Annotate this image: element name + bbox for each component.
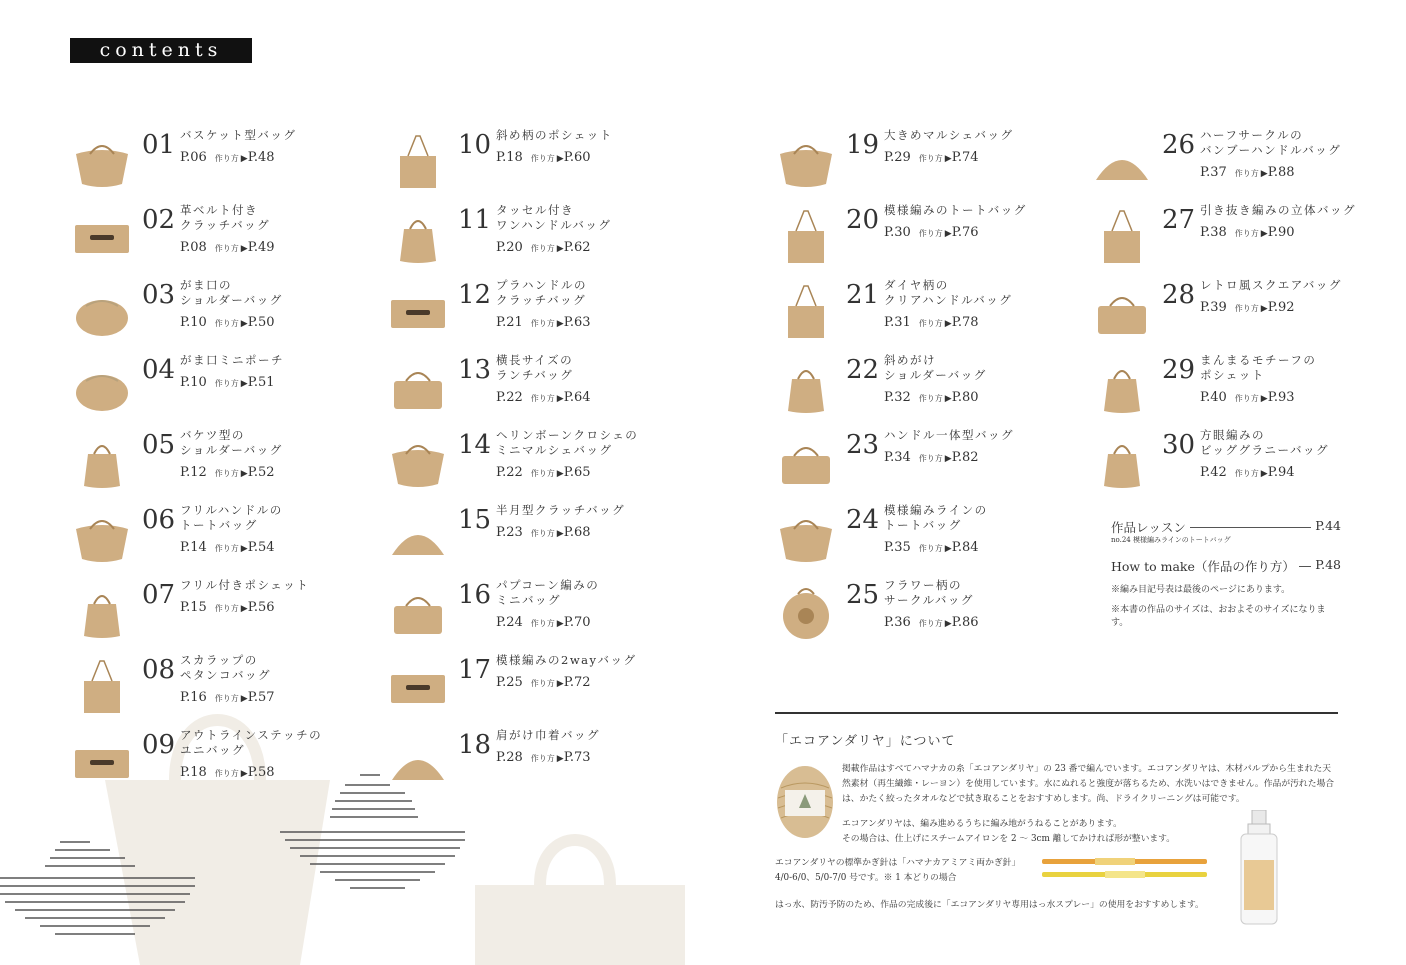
howto-page: P.92 bbox=[1267, 300, 1295, 315]
arrow-right-icon: ▶ bbox=[1260, 229, 1268, 239]
item-name: プラハンドルの クラッチバッグ bbox=[496, 278, 587, 307]
howto-page: P.93 bbox=[1267, 390, 1295, 405]
item-page: P.10 bbox=[180, 315, 207, 330]
item-pages bbox=[496, 315, 591, 330]
item-pages bbox=[884, 150, 979, 165]
arrow-right-icon: ▶ bbox=[240, 244, 248, 254]
note-sizes: ※本書の作品のサイズは、おおよそのサイズになります。 bbox=[1111, 605, 1326, 628]
bag-thumbnail bbox=[1092, 359, 1152, 415]
item-page: P.10 bbox=[180, 375, 207, 390]
item-page: P.30 bbox=[884, 225, 911, 240]
item-pages bbox=[496, 675, 591, 690]
arrow-right-icon: ▶ bbox=[240, 319, 248, 329]
arrow-right-icon: ▶ bbox=[1260, 394, 1268, 404]
item-name: スカラップの ペタンコバッグ bbox=[180, 653, 271, 682]
item-pages bbox=[496, 390, 591, 405]
crochet-hook-image bbox=[1040, 855, 1210, 883]
eco-andaria-section bbox=[775, 712, 1338, 910]
howto-label: 作り方 bbox=[918, 229, 943, 238]
item-name: パプコーン編みの ミニバッグ bbox=[496, 578, 600, 607]
item-number: 26 bbox=[1162, 130, 1196, 160]
howto-row[interactable] bbox=[1111, 557, 1341, 575]
item-page: P.22 bbox=[496, 465, 523, 480]
eco-paragraph-3: エコアンダリヤの標準かぎ針は「ハマナカアミアミ両かぎ針」 4/0-6/0、5/0-7/0 号です。※ 1 本どりの場合 bbox=[775, 858, 1021, 883]
howto-page: P.90 bbox=[1267, 225, 1295, 240]
howto-page: P.58 bbox=[247, 765, 275, 780]
arrow-right-icon: ▶ bbox=[240, 604, 248, 614]
bag-thumbnail bbox=[388, 509, 448, 565]
howto-page: P.62 bbox=[563, 240, 591, 255]
contents-item-24[interactable] bbox=[776, 503, 1076, 573]
item-page: P.35 bbox=[884, 540, 911, 555]
arrow-right-icon: ▶ bbox=[556, 619, 564, 629]
howto-page: P.70 bbox=[563, 615, 591, 630]
item-number: 21 bbox=[846, 280, 880, 310]
howto-page: P.56 bbox=[247, 600, 275, 615]
section-divider bbox=[775, 712, 1338, 714]
contents-title: contents bbox=[70, 38, 252, 63]
item-pages bbox=[180, 150, 275, 165]
item-name: 大きめマルシェバッグ bbox=[884, 128, 1014, 142]
howto-page: P.48 bbox=[1311, 557, 1341, 572]
arrow-right-icon: ▶ bbox=[240, 379, 248, 389]
item-pages bbox=[180, 765, 275, 780]
item-number: 28 bbox=[1162, 280, 1196, 310]
item-pages bbox=[496, 615, 591, 630]
item-page: P.06 bbox=[180, 150, 207, 165]
bag-thumbnail bbox=[776, 134, 836, 190]
item-pages bbox=[180, 315, 275, 330]
item-number: 25 bbox=[846, 580, 880, 610]
side-notes bbox=[1111, 518, 1341, 628]
item-number: 11 bbox=[458, 205, 492, 235]
howto-page: P.49 bbox=[247, 240, 275, 255]
bag-thumbnail bbox=[1092, 434, 1152, 490]
item-name: 斜め柄のポシェット bbox=[496, 128, 613, 142]
item-number: 16 bbox=[458, 580, 492, 610]
item-number: 05 bbox=[142, 430, 176, 460]
item-number: 07 bbox=[142, 580, 176, 610]
bag-thumbnail bbox=[388, 734, 448, 790]
item-page: P.37 bbox=[1200, 165, 1227, 180]
item-page: P.12 bbox=[180, 465, 207, 480]
howto-page: P.86 bbox=[951, 615, 979, 630]
item-page: P.14 bbox=[180, 540, 207, 555]
item-number: 27 bbox=[1162, 205, 1196, 235]
item-page: P.39 bbox=[1200, 300, 1227, 315]
bag-thumbnail bbox=[72, 209, 132, 265]
howto-label: 作り方 bbox=[1234, 469, 1259, 478]
howto-label: 作り方 bbox=[214, 319, 239, 328]
item-pages bbox=[884, 540, 979, 555]
item-number: 01 bbox=[142, 130, 176, 160]
lesson-label: 作品レッスン bbox=[1111, 518, 1190, 536]
eco-paragraph-1: 掲載作品はすべてハマナカの糸「エコアンダリヤ」の 23 番で編んでいます。エコアンダリヤは、木材パルプから生まれた天然素材（再生繊維・レーヨン）を使用しています。水にぬれると強度が落ちるため、水洗いはできません。作品が汚れた場合は、かたく絞ったタオルなどで拭き取ることをおすすめします。尚、ドライクリーニングは可能です。 bbox=[842, 764, 1335, 804]
bag-thumbnail bbox=[1092, 209, 1152, 265]
item-pages bbox=[180, 240, 275, 255]
arrow-right-icon: ▶ bbox=[944, 544, 952, 554]
howto-page: P.94 bbox=[1267, 465, 1295, 480]
arrow-right-icon: ▶ bbox=[556, 754, 564, 764]
arrow-right-icon: ▶ bbox=[556, 244, 564, 254]
howto-page: P.72 bbox=[563, 675, 591, 690]
item-pages bbox=[884, 315, 979, 330]
item-name: がま口の ショルダーバッグ bbox=[180, 278, 283, 307]
item-pages bbox=[884, 390, 979, 405]
item-pages bbox=[884, 225, 979, 240]
item-number: 02 bbox=[142, 205, 176, 235]
howto-label: 作り方 bbox=[1234, 229, 1259, 238]
item-name: 引き抜き編みの立体バッグ bbox=[1200, 203, 1356, 217]
bag-thumbnail bbox=[1092, 284, 1152, 340]
item-pages bbox=[1200, 390, 1295, 405]
contents-item-14[interactable] bbox=[388, 428, 688, 498]
item-pages bbox=[180, 465, 275, 480]
item-name: フリル付きポシェット bbox=[180, 578, 310, 592]
item-page: P.21 bbox=[496, 315, 523, 330]
howto-page: P.51 bbox=[247, 375, 275, 390]
howto-label: 作り方 bbox=[214, 469, 239, 478]
howto-label: 作り方 bbox=[530, 154, 555, 163]
arrow-right-icon: ▶ bbox=[556, 679, 564, 689]
bag-thumbnail bbox=[72, 284, 132, 340]
item-pages bbox=[1200, 465, 1295, 480]
item-page: P.18 bbox=[496, 150, 523, 165]
item-name: フリルハンドルの トートバッグ bbox=[180, 503, 283, 532]
howto-label: 作り方 bbox=[214, 379, 239, 388]
item-number: 18 bbox=[458, 730, 492, 760]
item-name: 革ベルト付き クラッチバッグ bbox=[180, 203, 271, 232]
lesson-page: P.44 bbox=[1311, 518, 1341, 533]
howto-label: 作り方 bbox=[214, 154, 239, 163]
howto-page: P.54 bbox=[247, 540, 275, 555]
item-name: 模様編みラインの トートバッグ bbox=[884, 503, 988, 532]
lesson-sub: no.24 模様編みラインのトートバッグ bbox=[1111, 536, 1231, 544]
eco-heading: 「エコアンダリヤ」について bbox=[775, 734, 956, 749]
contents-item-28[interactable] bbox=[1092, 278, 1392, 348]
arrow-right-icon: ▶ bbox=[944, 394, 952, 404]
howto-label: 作り方 bbox=[214, 769, 239, 778]
item-name: 半月型クラッチバッグ bbox=[496, 503, 626, 517]
arrow-right-icon: ▶ bbox=[944, 229, 952, 239]
item-number: 24 bbox=[846, 505, 880, 535]
contents-item-07[interactable] bbox=[72, 578, 372, 648]
bag-thumbnail bbox=[72, 659, 132, 715]
bag-thumbnail bbox=[1092, 134, 1152, 190]
contents-item-11[interactable] bbox=[388, 203, 688, 273]
item-number: 14 bbox=[458, 430, 492, 460]
item-name: 模様編みのトートバッグ bbox=[884, 203, 1027, 217]
item-page: P.23 bbox=[496, 525, 523, 540]
eco-paragraph-4: はっ水、防汚予防のため、作品の完成後に「エコアンダリヤ専用はっ水スプレー」の使用をおすすめします。 bbox=[775, 900, 1204, 910]
item-number: 12 bbox=[458, 280, 492, 310]
howto-page: P.78 bbox=[951, 315, 979, 330]
item-name: 肩がけ巾着バッグ bbox=[496, 728, 600, 742]
item-number: 08 bbox=[142, 655, 176, 685]
howto-page: P.57 bbox=[247, 690, 275, 705]
contents-item-06[interactable] bbox=[72, 503, 372, 573]
contents-item-12[interactable] bbox=[388, 278, 688, 348]
howto-label: 作り方 bbox=[530, 319, 555, 328]
item-pages bbox=[884, 615, 979, 630]
arrow-right-icon: ▶ bbox=[944, 454, 952, 464]
item-name: がま口ミニポーチ bbox=[180, 353, 284, 367]
item-page: P.20 bbox=[496, 240, 523, 255]
howto-label: 作り方 bbox=[918, 454, 943, 463]
item-number: 17 bbox=[458, 655, 492, 685]
arrow-right-icon: ▶ bbox=[240, 694, 248, 704]
arrow-right-icon: ▶ bbox=[240, 769, 248, 779]
item-pages bbox=[496, 150, 591, 165]
howto-label: 作り方 bbox=[918, 544, 943, 553]
item-name: ハーフサークルの バンブーハンドルバッグ bbox=[1200, 128, 1342, 157]
howto-page: P.52 bbox=[247, 465, 275, 480]
item-page: P.08 bbox=[180, 240, 207, 255]
arrow-right-icon: ▶ bbox=[944, 319, 952, 329]
howto-label: 作り方 bbox=[918, 319, 943, 328]
contents-item-20[interactable] bbox=[776, 203, 1076, 273]
bag-thumbnail bbox=[72, 434, 132, 490]
contents-item-30[interactable] bbox=[1092, 428, 1392, 498]
bag-thumbnail bbox=[72, 584, 132, 640]
arrow-right-icon: ▶ bbox=[1260, 169, 1268, 179]
item-pages bbox=[496, 465, 591, 480]
bag-thumbnail bbox=[776, 509, 836, 565]
bag-thumbnail bbox=[388, 134, 448, 190]
spray-bottle-image bbox=[1235, 810, 1283, 925]
bag-thumbnail bbox=[776, 284, 836, 340]
eco-paragraph-2: エコアンダリヤは、編み進めるうちに編み地がうねることがあります。 その場合は、仕上げにスチームアイロンを 2 〜 3cm 離してかければ形が整います。 bbox=[842, 819, 1176, 844]
arrow-right-icon: ▶ bbox=[944, 154, 952, 164]
howto-page: P.48 bbox=[247, 150, 275, 165]
contents-item-19[interactable] bbox=[776, 128, 1076, 198]
bag-thumbnail bbox=[72, 734, 132, 790]
arrow-right-icon: ▶ bbox=[556, 529, 564, 539]
item-pages bbox=[496, 750, 591, 765]
howto-label: 作り方 bbox=[1234, 304, 1259, 313]
bag-thumbnail bbox=[388, 209, 448, 265]
item-pages bbox=[1200, 300, 1295, 315]
item-name: タッセル付き ワンハンドルバッグ bbox=[496, 203, 612, 232]
item-pages bbox=[1200, 165, 1295, 180]
arrow-right-icon: ▶ bbox=[556, 154, 564, 164]
bag-thumbnail bbox=[72, 509, 132, 565]
contents-item-04[interactable] bbox=[72, 353, 372, 423]
item-name: 模様編みの2wayバッグ bbox=[496, 653, 637, 667]
howto-page: P.73 bbox=[563, 750, 591, 765]
bag-thumbnail bbox=[388, 359, 448, 415]
item-number: 23 bbox=[846, 430, 880, 460]
contents-item-05[interactable] bbox=[72, 428, 372, 498]
howto-page: P.80 bbox=[951, 390, 979, 405]
item-pages bbox=[884, 450, 979, 465]
contents-item-09[interactable] bbox=[72, 728, 372, 798]
item-number: 15 bbox=[458, 505, 492, 535]
item-pages bbox=[180, 600, 275, 615]
item-number: 13 bbox=[458, 355, 492, 385]
contents-item-27[interactable] bbox=[1092, 203, 1392, 273]
item-number: 04 bbox=[142, 355, 176, 385]
howto-label: 作り方 bbox=[530, 619, 555, 628]
howto-page: P.82 bbox=[951, 450, 979, 465]
howto-label: How to make（作品の作り方） bbox=[1111, 557, 1299, 575]
howto-label: 作り方 bbox=[530, 679, 555, 688]
item-page: P.18 bbox=[180, 765, 207, 780]
howto-label: 作り方 bbox=[918, 394, 943, 403]
bag-thumbnail bbox=[388, 584, 448, 640]
contents-item-16[interactable] bbox=[388, 578, 688, 648]
item-page: P.16 bbox=[180, 690, 207, 705]
howto-page: P.88 bbox=[1267, 165, 1295, 180]
howto-label: 作り方 bbox=[530, 469, 555, 478]
item-page: P.38 bbox=[1200, 225, 1227, 240]
bag-thumbnail bbox=[388, 659, 448, 715]
contents-item-02[interactable] bbox=[72, 203, 372, 273]
howto-page: P.76 bbox=[951, 225, 979, 240]
contents-item-15[interactable] bbox=[388, 503, 688, 573]
bag-thumbnail bbox=[388, 284, 448, 340]
item-name: フラワー柄の サークルバッグ bbox=[884, 578, 974, 607]
item-page: P.42 bbox=[1200, 465, 1227, 480]
arrow-right-icon: ▶ bbox=[240, 469, 248, 479]
howto-page: P.84 bbox=[951, 540, 979, 555]
howto-page: P.68 bbox=[563, 525, 591, 540]
item-name: バスケット型バッグ bbox=[180, 128, 297, 142]
lesson-row[interactable] bbox=[1111, 518, 1341, 536]
item-page: P.29 bbox=[884, 150, 911, 165]
contents-item-23[interactable] bbox=[776, 428, 1076, 498]
howto-page: P.74 bbox=[951, 150, 979, 165]
item-pages bbox=[1200, 225, 1295, 240]
item-number: 19 bbox=[846, 130, 880, 160]
item-page: P.28 bbox=[496, 750, 523, 765]
howto-label: 作り方 bbox=[530, 754, 555, 763]
item-page: P.15 bbox=[180, 600, 207, 615]
item-name: アウトラインステッチの ユニバッグ bbox=[180, 728, 323, 757]
contents-item-08[interactable] bbox=[72, 653, 372, 723]
bag-thumbnail bbox=[776, 209, 836, 265]
item-number: 20 bbox=[846, 205, 880, 235]
note-symbols: ※編み目記号表は最後のページにあります。 bbox=[1111, 585, 1291, 595]
item-number: 06 bbox=[142, 505, 176, 535]
arrow-right-icon: ▶ bbox=[556, 469, 564, 479]
bag-thumbnail bbox=[776, 434, 836, 490]
item-page: P.36 bbox=[884, 615, 911, 630]
item-name: 斜めがけ ショルダーバッグ bbox=[884, 353, 987, 382]
howto-label: 作り方 bbox=[530, 394, 555, 403]
howto-label: 作り方 bbox=[530, 244, 555, 253]
arrow-right-icon: ▶ bbox=[1260, 304, 1268, 314]
item-page: P.22 bbox=[496, 390, 523, 405]
item-name: 横長サイズの ランチバッグ bbox=[496, 353, 574, 382]
bag-thumbnail bbox=[776, 359, 836, 415]
bag-thumbnail bbox=[72, 359, 132, 415]
contents-item-01[interactable] bbox=[72, 128, 372, 198]
item-page: P.32 bbox=[884, 390, 911, 405]
contents-item-17[interactable] bbox=[388, 653, 688, 723]
howto-label: 作り方 bbox=[918, 619, 943, 628]
contents-item-25[interactable] bbox=[776, 578, 1076, 648]
item-pages bbox=[180, 690, 275, 705]
item-page: P.40 bbox=[1200, 390, 1227, 405]
howto-page: P.63 bbox=[563, 315, 591, 330]
howto-label: 作り方 bbox=[1234, 169, 1259, 178]
item-name: ダイヤ柄の クリアハンドルバッグ bbox=[884, 278, 1013, 307]
item-number: 03 bbox=[142, 280, 176, 310]
item-pages bbox=[496, 525, 591, 540]
arrow-right-icon: ▶ bbox=[240, 154, 248, 164]
item-number: 30 bbox=[1162, 430, 1196, 460]
item-name: ヘリンボーンクロシェの ミニマルシェバッグ bbox=[496, 428, 639, 457]
howto-label: 作り方 bbox=[214, 604, 239, 613]
contents-item-26[interactable] bbox=[1092, 128, 1392, 198]
contents-item-21[interactable] bbox=[776, 278, 1076, 348]
bag-thumbnail bbox=[776, 584, 836, 640]
item-name: レトロ風スクエアバッグ bbox=[1200, 278, 1342, 292]
item-name: バケツ型の ショルダーバッグ bbox=[180, 428, 283, 457]
howto-label: 作り方 bbox=[214, 544, 239, 553]
arrow-right-icon: ▶ bbox=[556, 394, 564, 404]
howto-label: 作り方 bbox=[1234, 394, 1259, 403]
yarn-ball-image bbox=[775, 760, 835, 840]
arrow-right-icon: ▶ bbox=[944, 619, 952, 629]
arrow-right-icon: ▶ bbox=[240, 544, 248, 554]
howto-page: P.65 bbox=[563, 465, 591, 480]
item-name: まんまるモチーフの ポシェット bbox=[1200, 353, 1317, 382]
howto-page: P.64 bbox=[563, 390, 591, 405]
howto-label: 作り方 bbox=[214, 244, 239, 253]
item-page: P.31 bbox=[884, 315, 911, 330]
contents-item-18[interactable] bbox=[388, 728, 688, 798]
item-page: P.25 bbox=[496, 675, 523, 690]
arrow-right-icon: ▶ bbox=[556, 319, 564, 329]
howto-label: 作り方 bbox=[918, 154, 943, 163]
howto-label: 作り方 bbox=[530, 529, 555, 538]
item-page: P.24 bbox=[496, 615, 523, 630]
contents-item-13[interactable] bbox=[388, 353, 688, 423]
contents-item-03[interactable] bbox=[72, 278, 372, 348]
item-pages bbox=[496, 240, 591, 255]
contents-item-29[interactable] bbox=[1092, 353, 1392, 423]
item-page: P.34 bbox=[884, 450, 911, 465]
howto-page: P.50 bbox=[247, 315, 275, 330]
item-pages bbox=[180, 540, 275, 555]
item-number: 09 bbox=[142, 730, 176, 760]
item-number: 10 bbox=[458, 130, 492, 160]
bag-thumbnail bbox=[388, 434, 448, 490]
bag-thumbnail bbox=[72, 134, 132, 190]
contents-item-22[interactable] bbox=[776, 353, 1076, 423]
item-name: 方眼編みの ビッググラニーバッグ bbox=[1200, 428, 1329, 457]
item-number: 22 bbox=[846, 355, 880, 385]
item-number: 29 bbox=[1162, 355, 1196, 385]
item-pages bbox=[180, 375, 275, 390]
howto-page: P.60 bbox=[563, 150, 591, 165]
contents-item-10[interactable] bbox=[388, 128, 688, 198]
item-name: ハンドル一体型バッグ bbox=[884, 428, 1014, 442]
arrow-right-icon: ▶ bbox=[1260, 469, 1268, 479]
howto-label: 作り方 bbox=[214, 694, 239, 703]
